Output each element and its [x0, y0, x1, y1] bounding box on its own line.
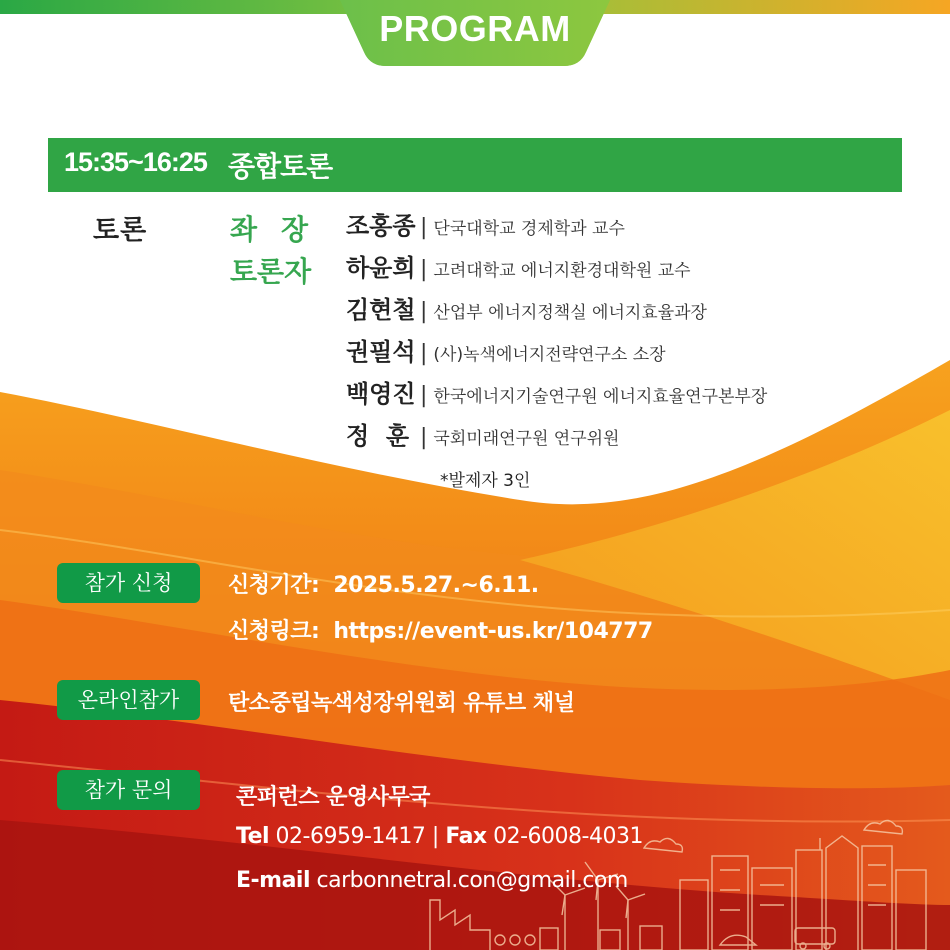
online-channel: 탄소중립녹색성장위원회 유튜브 채널	[228, 691, 575, 716]
person-row	[346, 248, 691, 288]
separator: |	[431, 824, 439, 849]
person-affiliation: 산업부 에너지정책실 에너지효율과장	[433, 303, 707, 323]
presenter-note: *발제자 3인	[440, 471, 531, 491]
session-title: 종합토론	[228, 150, 333, 183]
online-badge: 온라인참가	[57, 680, 200, 720]
person-name: 조홍종	[346, 212, 416, 240]
registration-badge: 참가 신청	[57, 563, 200, 603]
person-name: 정 훈	[346, 422, 410, 450]
session-time: 15:35~16:25	[64, 147, 207, 177]
email-value[interactable]: carbonnetral.con@gmail.com	[316, 868, 628, 893]
person-name: 권필석	[346, 338, 416, 366]
registration-link-row	[228, 614, 653, 645]
person-affiliation: 한국에너지기술연구원 에너지효율연구본부장	[433, 387, 768, 407]
link-label: 신청링크:	[228, 619, 320, 644]
chair-label: 좌장	[230, 213, 333, 246]
contact-badge: 참가 문의	[57, 770, 200, 810]
person-row	[346, 290, 707, 330]
contact-phone-row	[236, 824, 643, 849]
fax-label: Fax	[445, 824, 487, 849]
separator: |	[420, 425, 428, 450]
page-title: PROGRAM	[379, 8, 571, 49]
person-row	[346, 332, 666, 372]
fax-value: 02-6008-4031	[493, 824, 643, 849]
person-affiliation: 단국대학교 경제학과 교수	[433, 219, 625, 239]
period-value: 2025.5.27.~6.11.	[333, 573, 539, 598]
person-affiliation: (사)녹색에너지전략연구소 소장	[433, 345, 666, 365]
separator: |	[420, 257, 428, 282]
separator: |	[420, 299, 428, 324]
registration-link[interactable]: https://event-us.kr/104777	[333, 619, 653, 644]
person-name: 백영진	[346, 380, 416, 408]
separator: |	[420, 383, 428, 408]
person-row	[346, 206, 625, 246]
person-row	[346, 374, 767, 414]
person-name: 김현철	[346, 296, 416, 324]
person-affiliation: 국회미래연구원 연구위원	[433, 429, 620, 449]
person-name: 하윤희	[346, 254, 416, 282]
discussion-label: 토론	[93, 215, 148, 246]
panelist-label: 토론자	[230, 255, 312, 288]
period-label: 신청기간:	[228, 573, 320, 598]
registration-period	[228, 568, 539, 599]
separator: |	[420, 341, 428, 366]
tel-label: Tel	[236, 824, 270, 849]
contact-org: 콘퍼런스 운영사무국	[236, 785, 430, 810]
email-label: E-mail	[236, 868, 311, 893]
tel-value[interactable]: 02-6959-1417	[275, 824, 426, 849]
person-row	[346, 416, 619, 456]
separator: |	[420, 215, 428, 240]
contact-email-row	[236, 868, 628, 893]
person-affiliation: 고려대학교 에너지환경대학원 교수	[433, 261, 691, 281]
